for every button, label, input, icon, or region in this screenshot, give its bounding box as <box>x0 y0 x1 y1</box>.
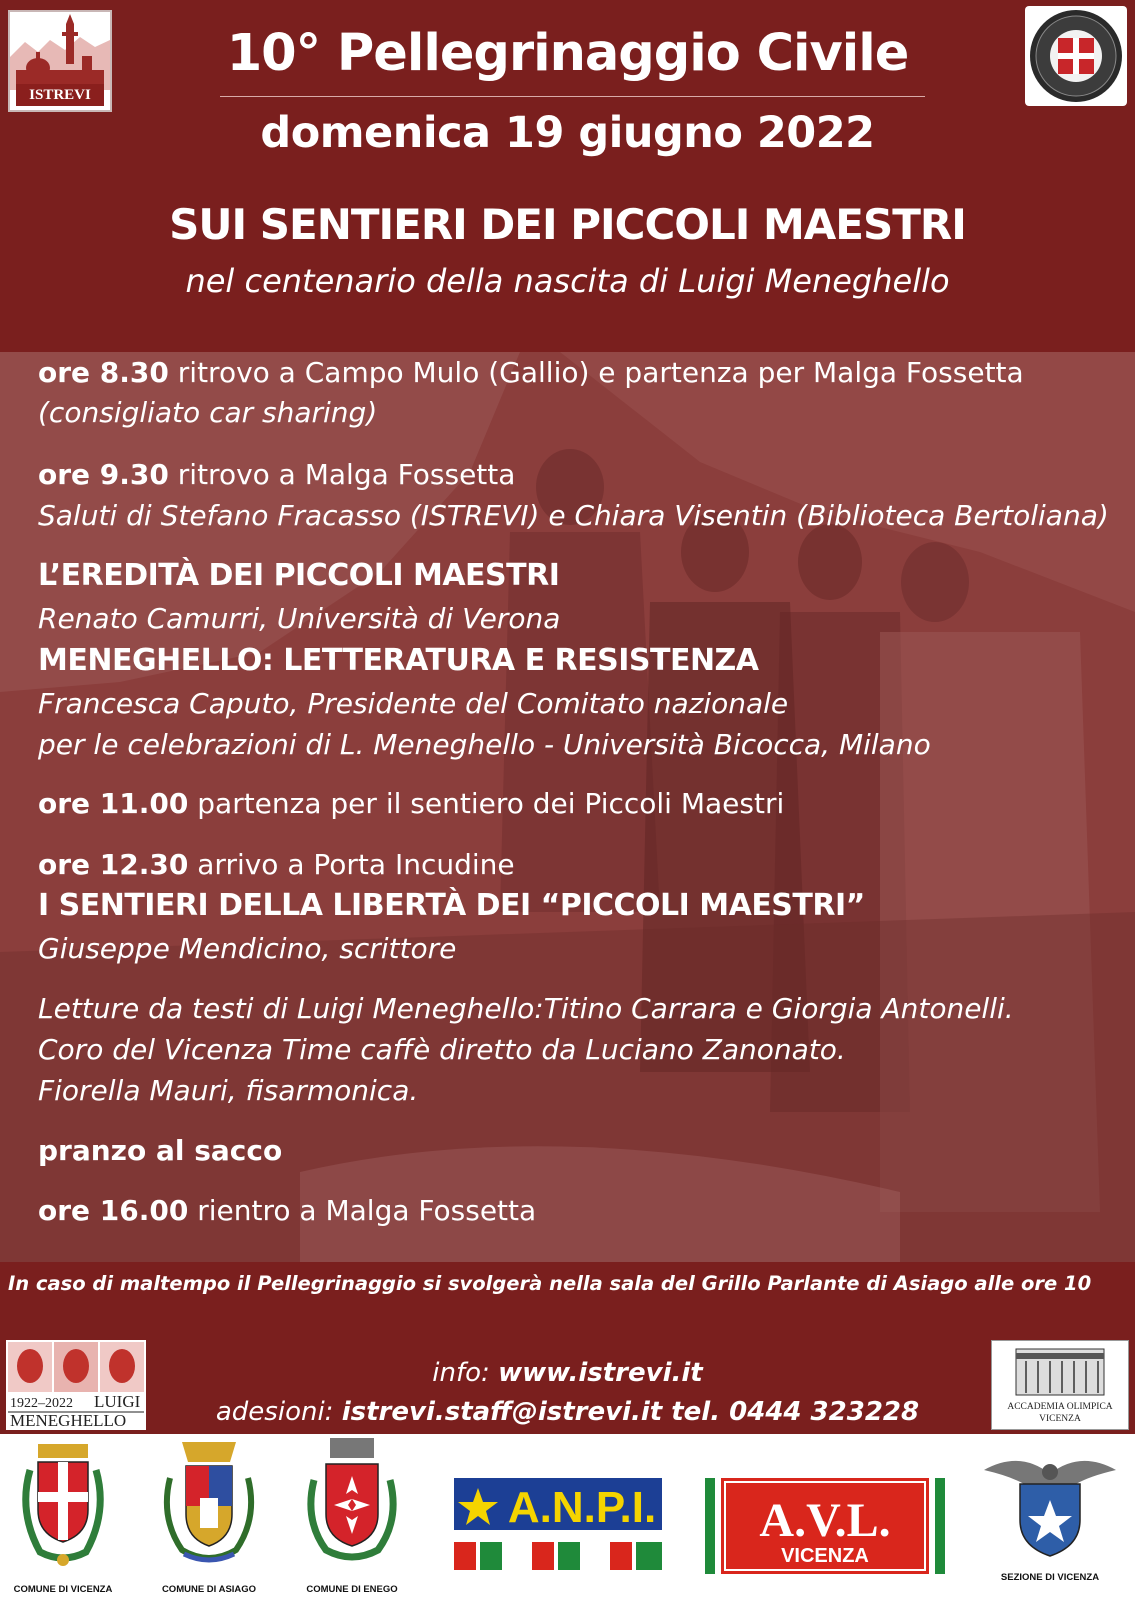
avl-tricolor-icon <box>705 1478 945 1574</box>
anpi-label: A.N.P.I. <box>507 1483 657 1532</box>
accademia-olimpica-logo <box>991 1340 1129 1430</box>
schedule-time: ore 11.00 <box>38 787 189 820</box>
registration-phone: tel. 0444 323228 <box>662 1397 920 1427</box>
accademia-name: ACCADEMIA OLIMPICA <box>1007 1402 1113 1412</box>
readings-line: Letture da testi di Luigi Meneghello:Titino Carrara e Giorgia Antonelli. <box>38 992 1014 1025</box>
event-date: domenica 19 giugno 2022 <box>260 108 875 158</box>
cai-caption: SEZIONE DI VICENZA <box>1000 1572 1100 1583</box>
meneghello-last-name: MENEGHELLO <box>10 1411 127 1430</box>
info-label: info: <box>432 1358 499 1388</box>
event-subtitle: nel centenario della nascita di Luigi Meneghello <box>185 262 950 300</box>
poster-footer <box>0 1262 1135 1434</box>
vicenza-caption: COMUNE DI VICENZA <box>13 1584 113 1595</box>
talk-title: L’EREDITÀ DEI PICCOLI MAESTRI <box>38 558 560 593</box>
enego-coat-of-arms <box>300 1436 404 1574</box>
vicenza-coat-of-arms <box>10 1442 116 1576</box>
cai-eagle-icon <box>980 1450 1120 1562</box>
anpi-logo <box>448 1474 668 1576</box>
avl-logo <box>705 1478 945 1578</box>
schedule-note: (consigliato car sharing) <box>38 396 378 429</box>
talk-speaker: Francesca Caputo, Presidente del Comitato nazionale <box>38 687 789 720</box>
event-title: 10° Pellegrinaggio Civile <box>226 24 909 83</box>
accademia-city: VICENZA <box>1039 1414 1081 1424</box>
event-subject: SUI SENTIERI DEI PICCOLI MAESTRI <box>169 200 966 249</box>
vicenza-shield-icon <box>10 1442 116 1572</box>
avl-label: A.V.L. <box>759 1494 891 1547</box>
asiago-coat-of-arms <box>160 1438 258 1576</box>
info-website-link[interactable]: www.istrevi.it <box>498 1358 703 1388</box>
program-section <box>0 352 1135 1262</box>
talk-speaker: Renato Camurri, Università di Verona <box>38 602 561 635</box>
readings-line: Fiorella Mauri, fisarmonica. <box>38 1074 419 1107</box>
registration-line <box>0 1397 1135 1427</box>
asiago-caption: COMUNE DI ASIAGO <box>161 1584 257 1595</box>
registration-label: adesioni: <box>215 1397 342 1427</box>
istrevi-logo-label: ISTREVI <box>16 84 104 106</box>
meneghello-first-name: LUIGI <box>94 1392 141 1411</box>
schedule-item-0830 <box>38 352 1024 393</box>
poster-header <box>0 0 1135 352</box>
talk-speaker: Giuseppe Mendicino, scrittore <box>38 932 457 965</box>
info-line <box>0 1358 1135 1388</box>
biblioteca-bertoliana-logo <box>1025 6 1127 106</box>
registration-email-link[interactable]: istrevi.staff@istrevi.it <box>341 1397 663 1427</box>
schedule-item-1100 <box>38 783 784 824</box>
asiago-shield-icon <box>160 1438 258 1572</box>
readings-line: Coro del Vicenza Time caffè diretto da Luciano Zanonato. <box>38 1033 846 1066</box>
enego-shield-icon <box>300 1436 404 1570</box>
meneghello-years: 1922–2022 <box>10 1396 73 1411</box>
schedule-text: partenza per il sentiero dei Piccoli Maestri <box>188 787 785 820</box>
talk-speaker: per le celebrazioni di L. Meneghello - Università Bicocca, Milano <box>38 728 931 761</box>
schedule-time: ore 9.30 <box>38 458 169 491</box>
schedule-item-0930 <box>38 454 515 495</box>
talk-title: I SENTIERI DELLA LIBERTÀ DEI “PICCOLI MAESTRI” <box>38 888 865 923</box>
schedule-item-1230 <box>38 844 515 885</box>
anpi-flag-icon <box>448 1474 668 1572</box>
schedule-time: ore 8.30 <box>38 356 169 389</box>
cai-eagle-logo <box>980 1450 1120 1566</box>
title-divider <box>220 96 925 97</box>
meneghello-centenary-logo <box>6 1340 146 1430</box>
bad-weather-note: In caso di maltempo il Pellegrinaggio si svolgerà nella sala del Grillo Parlante di Asiago alle ore 10 <box>8 1272 1092 1295</box>
schedule-time: ore 16.00 <box>38 1194 189 1227</box>
talk-title: MENEGHELLO: LETTERATURA E RESISTENZA <box>38 643 759 678</box>
meneghello-portraits-icon <box>6 1340 146 1430</box>
enego-caption: COMUNE DI ENEGO <box>306 1584 398 1595</box>
schedule-item-1600 <box>38 1190 536 1231</box>
lunch-note: pranzo al sacco <box>38 1134 283 1167</box>
schedule-text: arrivo a Porta Incudine <box>188 848 515 881</box>
schedule-text: rientro a Malga Fossetta <box>188 1194 537 1227</box>
schedule-time: ore 12.30 <box>38 848 189 881</box>
bertoliana-seal-icon <box>1025 6 1127 106</box>
accademia-olimpica-theatre-icon <box>992 1341 1128 1429</box>
schedule-text: ritrovo a Malga Fossetta <box>168 458 516 491</box>
schedule-text: ritrovo a Campo Mulo (Gallio) e partenza per Malga Fossetta <box>168 356 1024 389</box>
schedule-note: Saluti di Stefano Fracasso (ISTREVI) e Chiara Visentin (Biblioteca Bertoliana) <box>38 499 1109 532</box>
avl-city: VICENZA <box>781 1545 869 1567</box>
sponsor-logos <box>0 1434 1135 1600</box>
